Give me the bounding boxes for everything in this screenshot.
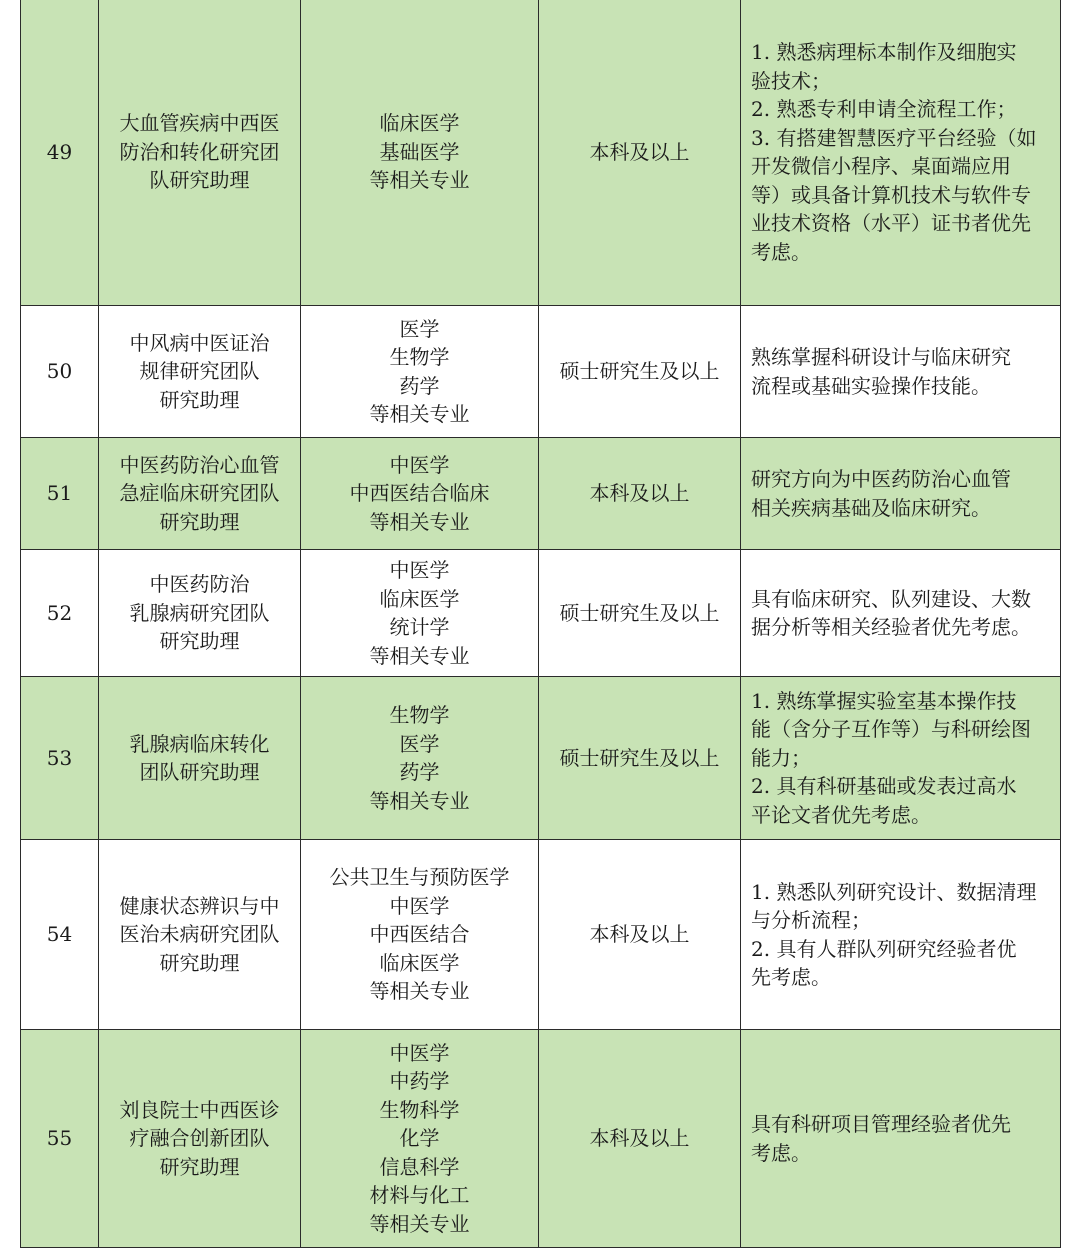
major-line: 等相关专业 (369, 402, 470, 426)
position-name (99, 438, 301, 550)
requirement-line: 1. 熟练掌握实验室基本操作技 (751, 688, 1017, 713)
major-line: 基础医学 (379, 139, 460, 164)
requirement-line: 与分析流程； (751, 908, 871, 932)
major-line: 公共卫生与预防医学 (329, 865, 510, 890)
other-requirements (741, 438, 1061, 550)
requirement-line: 能力； (751, 745, 811, 770)
requirement-line: 具有科研项目管理经验者优先 (751, 1112, 1011, 1136)
major-line: 临床医学 (379, 111, 460, 136)
education-requirement: 本科及以上 (539, 840, 741, 1030)
major-line: 统计学 (389, 615, 450, 639)
education-requirement: 硕士研究生及以上 (539, 306, 741, 438)
position-name-line: 研究助理 (159, 1154, 240, 1179)
education-requirement: 硕士研究生及以上 (539, 550, 741, 677)
position-majors (301, 550, 539, 677)
major-line: 生物学 (389, 345, 450, 369)
other-requirements (741, 306, 1061, 438)
requirement-line: 能（含分子互作等）与科研绘图 (751, 717, 1031, 742)
requirement-line: 流程或基础实验操作技能。 (751, 373, 991, 398)
position-number: 53 (21, 677, 99, 840)
other-requirements (741, 0, 1061, 306)
requirement-line: 先考虑。 (751, 965, 831, 989)
position-name-line: 中医药防治 (149, 572, 250, 597)
other-requirements (741, 550, 1061, 677)
position-number: 52 (21, 550, 99, 677)
major-line: 中西医结合 (369, 922, 470, 947)
table-row (21, 0, 1061, 306)
position-majors (301, 1030, 539, 1248)
position-name (99, 840, 301, 1030)
major-line: 等相关专业 (369, 788, 470, 813)
position-name (99, 677, 301, 840)
major-line: 等相关专业 (369, 509, 470, 534)
requirement-line: 等）或具备计算机技术与软件专 (751, 182, 1031, 207)
position-number: 49 (21, 0, 99, 306)
table-row (21, 438, 1061, 550)
table-row (21, 677, 1061, 840)
position-name-line: 急症临床研究团队 (119, 481, 280, 506)
major-line: 生物科学 (379, 1097, 460, 1122)
positions-table-body (21, 0, 1061, 1248)
requirement-line: 2. 熟悉专利申请全流程工作； (751, 97, 1017, 121)
position-number: 51 (21, 438, 99, 550)
major-line: 化学 (399, 1126, 440, 1151)
position-name-line: 中医药防治心血管 (119, 452, 280, 477)
major-line: 临床医学 (379, 950, 460, 975)
requirement-line: 据分析等相关经验者优先考虑。 (751, 615, 1031, 639)
requirement-line: 研究方向为中医药防治心血管 (751, 467, 1011, 491)
position-majors (301, 306, 539, 438)
position-majors (301, 677, 539, 840)
requirement-line: 业技术资格（水平）证书者优先 (751, 211, 1031, 235)
position-name (99, 0, 301, 306)
major-line: 医学 (399, 316, 440, 341)
position-number: 50 (21, 306, 99, 438)
major-line: 中西医结合临床 (349, 481, 490, 506)
major-line: 材料与化工 (369, 1183, 470, 1208)
position-number: 55 (21, 1030, 99, 1248)
position-name-line: 队研究助理 (149, 168, 250, 193)
table-row (21, 1030, 1061, 1248)
major-line: 医学 (399, 731, 440, 756)
position-name-line: 刘良院士中西医诊 (119, 1097, 280, 1122)
position-name-line: 大血管疾病中西医 (119, 111, 280, 136)
other-requirements (741, 1030, 1061, 1248)
position-majors (301, 0, 539, 306)
requirement-line: 考虑。 (751, 239, 811, 264)
requirement-line: 1. 熟悉病理标本制作及细胞实 (751, 40, 1017, 64)
major-line: 中医学 (389, 452, 450, 477)
position-name (99, 306, 301, 438)
requirement-line: 相关疾病基础及临床研究。 (751, 495, 991, 520)
table-row (21, 550, 1061, 677)
education-requirement: 本科及以上 (539, 1030, 741, 1248)
requirement-line: 平论文者优先考虑。 (751, 802, 931, 827)
requirement-line: 考虑。 (751, 1140, 811, 1165)
requirement-line: 2. 具有人群队列研究经验者优 (751, 936, 1017, 961)
positions-table (20, 0, 1061, 1248)
major-line: 等相关专业 (369, 1211, 470, 1236)
major-line: 等相关专业 (369, 168, 470, 193)
requirement-line: 3. 有搭建智慧医疗平台经验（如 (751, 125, 1037, 150)
requirement-line: 开发微信小程序、桌面端应用 (751, 154, 1011, 178)
position-name (99, 550, 301, 677)
position-name-line: 研究助理 (159, 950, 240, 975)
major-line: 临床医学 (379, 586, 460, 611)
major-line: 药学 (399, 373, 440, 398)
requirement-line: 熟练掌握科研设计与临床研究 (751, 345, 1011, 369)
education-requirement: 硕士研究生及以上 (539, 677, 741, 840)
position-name-line: 健康状态辨识与中 (119, 893, 280, 918)
education-requirement: 本科及以上 (539, 438, 741, 550)
major-line: 中医学 (389, 1040, 450, 1065)
major-line: 生物学 (389, 703, 450, 727)
major-line: 中医学 (389, 558, 450, 582)
position-name-line: 乳腺病研究团队 (129, 600, 270, 625)
requirement-line: 2. 具有科研基础或发表过高水 (751, 774, 1017, 799)
position-name-line: 研究助理 (159, 387, 240, 412)
position-name-line: 团队研究助理 (139, 760, 260, 784)
position-majors (301, 438, 539, 550)
major-line: 中医学 (389, 893, 450, 918)
education-requirement: 本科及以上 (539, 0, 741, 306)
requirement-line: 1. 熟悉队列研究设计、数据清理 (751, 879, 1037, 904)
table-row (21, 306, 1061, 438)
position-name-line: 研究助理 (159, 509, 240, 534)
other-requirements (741, 677, 1061, 840)
position-majors (301, 840, 539, 1030)
requirement-line: 验技术； (751, 68, 831, 93)
position-name-line: 医治未病研究团队 (119, 922, 280, 947)
major-line: 等相关专业 (369, 643, 470, 668)
position-name (99, 1030, 301, 1248)
requirement-line: 具有临床研究、队列建设、大数 (751, 586, 1031, 611)
other-requirements (741, 840, 1061, 1030)
position-name-line: 乳腺病临床转化 (129, 731, 270, 756)
position-name-line: 疗融合创新团队 (129, 1126, 270, 1151)
position-name-line: 研究助理 (159, 629, 240, 654)
major-line: 信息科学 (379, 1154, 460, 1179)
table-row (21, 840, 1061, 1030)
position-number: 54 (21, 840, 99, 1030)
major-line: 中药学 (389, 1069, 450, 1094)
major-line: 药学 (399, 760, 440, 784)
major-line: 等相关专业 (369, 979, 470, 1004)
position-name-line: 中风病中医证治 (129, 330, 270, 355)
position-name-line: 防治和转化研究团 (119, 139, 280, 164)
position-name-line: 规律研究团队 (139, 359, 260, 384)
